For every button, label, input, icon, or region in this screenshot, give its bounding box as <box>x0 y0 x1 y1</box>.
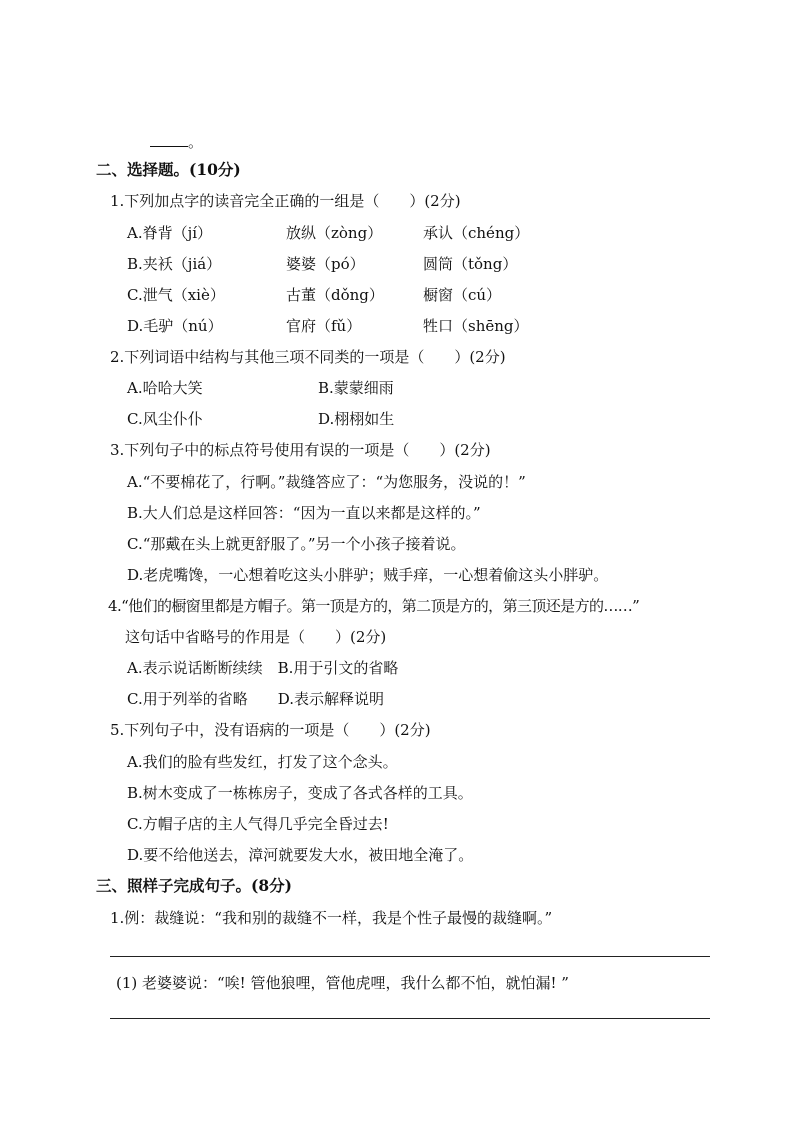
answer-line-1[interactable] <box>110 956 710 957</box>
q2-option-c[interactable]: C.风尘仆仆 <box>127 410 203 428</box>
question-5-stem: 5.下列句子中，没有语病的一项是（ ）(2分) <box>110 721 431 739</box>
example-sentence: 1.例：裁缝说：“我和别的裁缝不一样，我是个性子最慢的裁缝啊。” <box>110 909 553 927</box>
q5-option-c[interactable]: C.方帽子店的主人气得几乎完全昏过去! <box>127 815 389 833</box>
sub-question-1: (1) 老婆婆说：“唉! 管他狼哩，管他虎哩，我什么都不怕，就怕漏! ” <box>116 974 569 992</box>
q1-option-c-2: 古董（dǒng） <box>286 286 384 304</box>
q1-option-b-2: 婆婆（pó） <box>286 255 365 273</box>
q4-options-cd[interactable]: C.用于列举的省略 D.表示解释说明 <box>127 690 384 708</box>
q1-option-d-2: 官府（fǔ） <box>286 317 362 335</box>
blank-underline[interactable] <box>150 134 188 147</box>
q1-option-a-2: 放纵（zòng） <box>286 224 383 242</box>
q4-options-ab[interactable]: A.表示说话断断续续 B.用于引文的省略 <box>127 659 399 677</box>
question-3-stem: 3.下列句子中的标点符号使用有误的一项是（ ）(2分) <box>110 441 491 459</box>
section-heading-sentence: 三、照样子完成句子。(8分) <box>96 876 292 895</box>
q3-option-b[interactable]: B.大人们总是这样回答：“因为一直以来都是这样的。” <box>127 504 481 522</box>
q3-option-c[interactable]: C.“那戴在头上就更舒服了。”另一个小孩子接着说。 <box>127 535 466 553</box>
q1-option-b-1[interactable]: B.夹袄（jiá） <box>127 255 222 273</box>
section-heading-choice: 二、选择题。(10分) <box>96 160 241 179</box>
q5-option-a[interactable]: A.我们的脸有些发红，打发了这个念头。 <box>127 753 398 771</box>
q1-option-d-1[interactable]: D.毛驴（nú） <box>127 317 223 335</box>
q1-option-c-3: 橱窗（cú） <box>423 286 502 304</box>
q3-option-a[interactable]: A.“不要棉花了，行啊。”裁缝答应了：“为您服务，没说的！” <box>127 473 526 491</box>
q1-option-a-1[interactable]: A.脊背（jí） <box>127 224 213 242</box>
q1-option-c-1[interactable]: C.泄气（xiè） <box>127 286 225 304</box>
q5-option-d[interactable]: D.要不给他送去，漳河就要发大水，被田地全淹了。 <box>127 846 474 864</box>
q1-option-b-3: 圆筒（tǒng） <box>423 255 518 273</box>
q3-option-d[interactable]: D.老虎嘴馋，一心想着吃这头小胖驴；贼手痒，一心想着偷这头小胖驴。 <box>127 566 609 584</box>
question-2-stem: 2.下列词语中结构与其他三项不同类的一项是（ ）(2分) <box>110 348 506 366</box>
answer-line-2[interactable] <box>110 1018 710 1019</box>
q2-option-b[interactable]: B.蒙蒙细雨 <box>318 379 394 397</box>
question-4-stem: 4.“他们的橱窗里都是方帽子。第一顶是方的，第二顶是方的，第三顶还是方的……” <box>108 597 640 615</box>
q1-option-d-3: 牲口（shēng） <box>423 317 529 335</box>
question-4-stem-2: 这句话中省略号的作用是（ ）(2分) <box>125 628 387 646</box>
q5-option-b[interactable]: B.树木变成了一栋栋房子，变成了各式各样的工具。 <box>127 784 473 802</box>
q1-option-a-3: 承认（chéng） <box>423 224 530 242</box>
q2-option-a[interactable]: A.哈哈大笑 <box>127 379 203 397</box>
question-1-stem: 1.下列加点字的读音完全正确的一组是（ ）(2分) <box>110 192 461 210</box>
q2-option-d[interactable]: D.栩栩如生 <box>318 410 395 428</box>
blank-tail: 。 <box>188 133 204 151</box>
answer-blank-line[interactable] <box>150 132 203 152</box>
